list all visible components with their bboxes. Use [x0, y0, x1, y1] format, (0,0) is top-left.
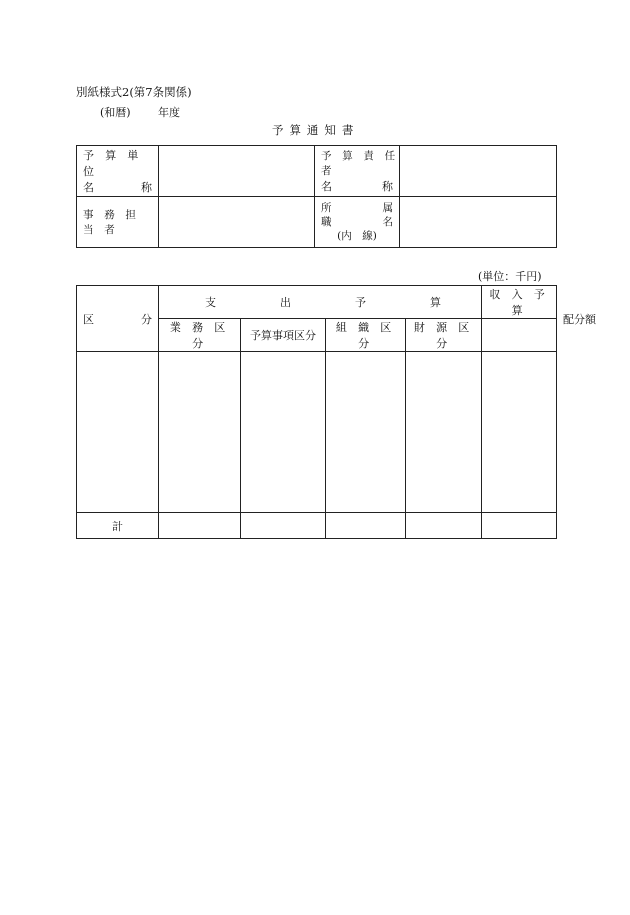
allocation-cell[interactable]	[482, 352, 557, 513]
responsible-field[interactable]	[400, 146, 557, 197]
total-allocation-cell[interactable]	[482, 513, 557, 539]
item-cell[interactable]	[241, 352, 326, 513]
dept-post-label: 所 属 職 名 (内 線)	[315, 197, 400, 248]
unit-name-label: 予 算 単 位 名 称	[77, 146, 159, 197]
total-item-cell[interactable]	[241, 513, 326, 539]
responsible-label: 予 算 責 任 者 名 称	[315, 146, 400, 197]
category-header: 区 分	[77, 286, 159, 352]
total-label: 計	[77, 513, 159, 539]
total-business-cell[interactable]	[159, 513, 241, 539]
total-org-cell[interactable]	[326, 513, 406, 539]
form-reference: 別紙様式2(第7条関係)	[76, 85, 192, 99]
unit-name-field[interactable]	[159, 146, 315, 197]
table-row	[77, 352, 557, 513]
document-title: 予 算 通 知 書	[272, 123, 355, 137]
item-subheader: 予算事項区分	[241, 319, 326, 352]
category-cell[interactable]	[77, 352, 159, 513]
staff-label: 事 務 担 当 者	[77, 197, 159, 248]
total-finance-cell[interactable]	[406, 513, 482, 539]
business-cell[interactable]	[159, 352, 241, 513]
revenue-header: 収 入 予 算	[482, 286, 557, 319]
total-row	[77, 513, 557, 539]
era-label: (和暦)	[100, 106, 131, 119]
finance-cell[interactable]	[406, 352, 482, 513]
org-subheader: 組 織 区 分	[326, 319, 406, 352]
finance-subheader: 財 源 区 分	[406, 319, 482, 352]
org-cell[interactable]	[326, 352, 406, 513]
business-subheader: 業 務 区 分	[159, 319, 241, 352]
staff-field[interactable]	[159, 197, 315, 248]
dept-post-field[interactable]	[400, 197, 557, 248]
fiscal-year-label: 年度	[158, 106, 180, 119]
expenditure-header: 支 出 予 算	[159, 286, 482, 319]
budget-table: 区 分 支 出 予 算 収 入 予 算 配 分 額 業 務 区 分 予算事項区分 組 織 区 分 財 源 区 分 計	[76, 285, 557, 539]
unit-note: (単位：千円)	[478, 270, 542, 283]
info-table	[76, 145, 557, 248]
